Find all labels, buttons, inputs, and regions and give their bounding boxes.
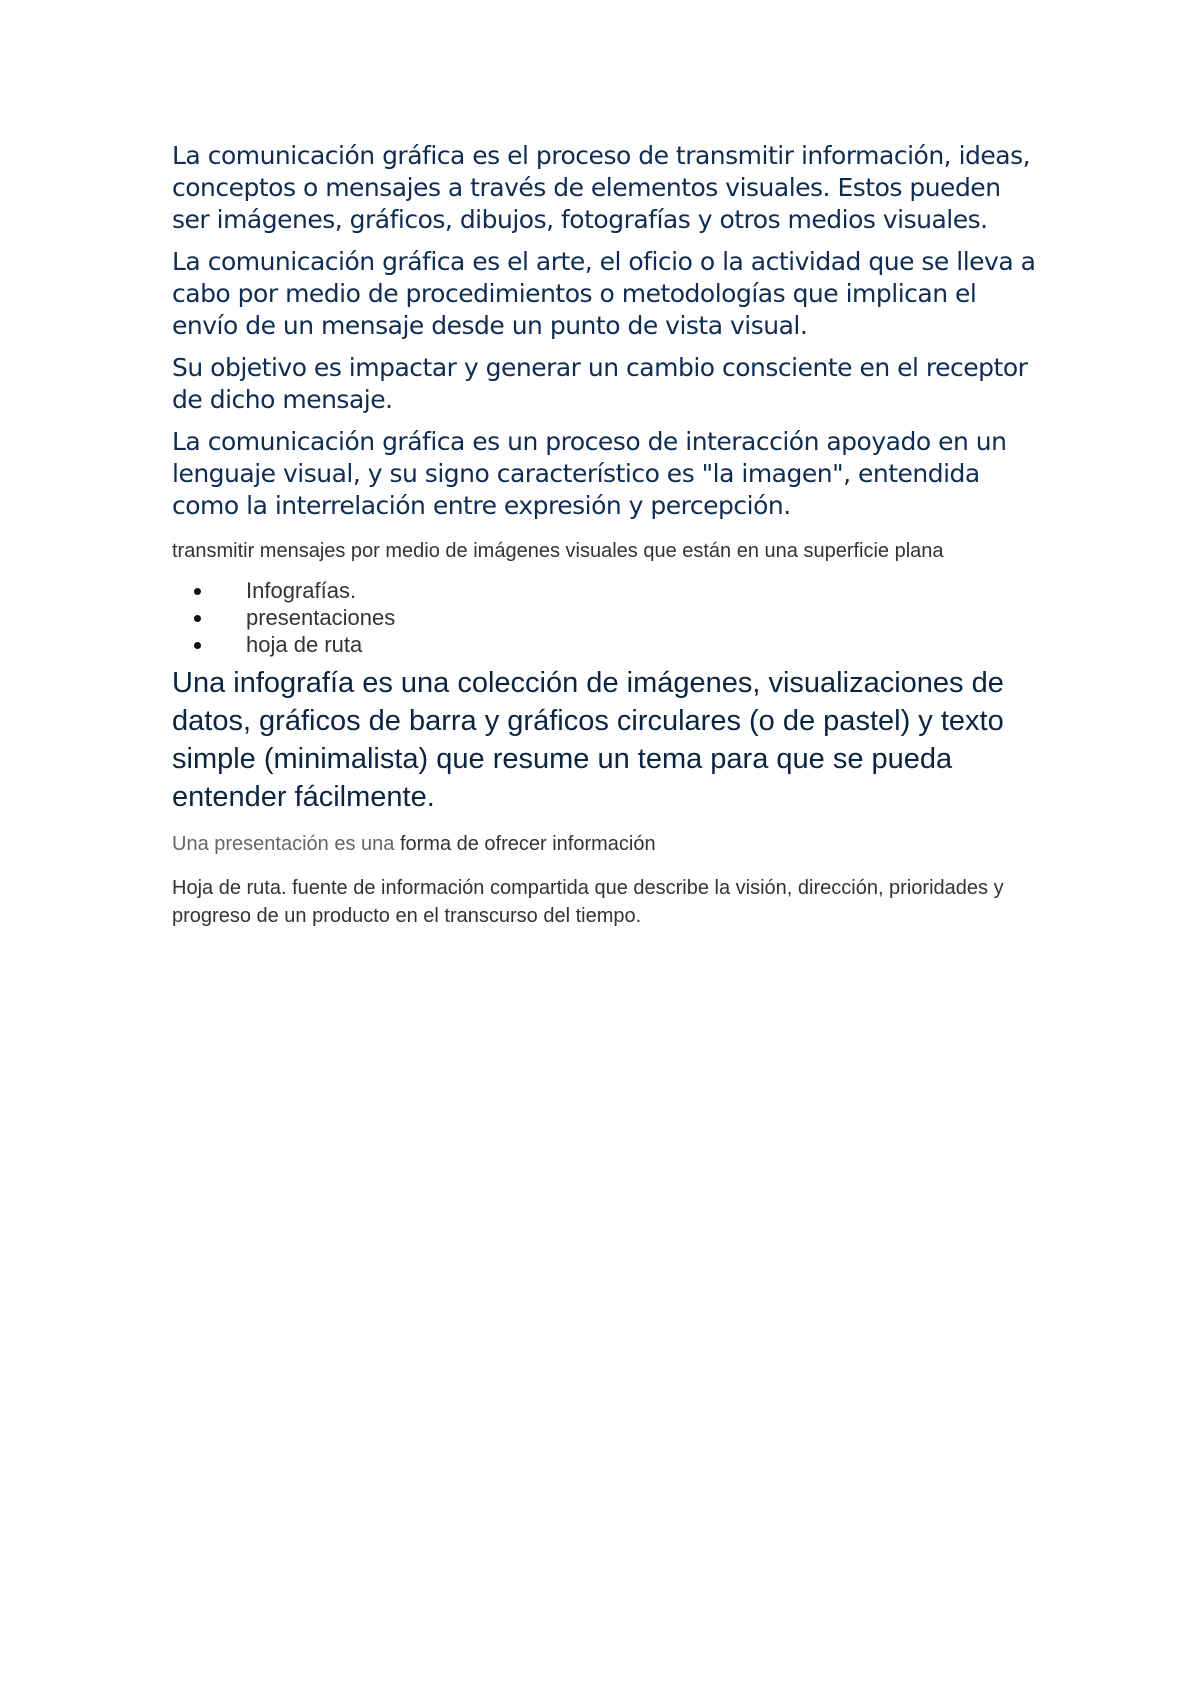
presentation-tail: forma de ofrecer información: [399, 833, 656, 855]
list-item: [172, 631, 1042, 658]
bullet-icon: [194, 588, 201, 595]
paragraph-art: La comunicación gráfica es el arte, el oficio o la actividad que se lleva a cabo por medio de procedimientos o metodologías que implican el envío de un mensaje desde un punto de vista visual.: [172, 247, 1036, 340]
paragraph-interaction: La comunicación gráfica es un proceso de interacción apoyado en un lenguaje visual, y su signo característico es "la imagen", entendida como la interrelación entre expresión y percepción.: [172, 427, 1007, 520]
paragraph-objective: Su objetivo es impactar y generar un cambio consciente en el receptor de dicho mensaje.: [172, 353, 1028, 414]
list-item-label: presentaciones: [246, 605, 396, 630]
list-item: [172, 604, 1042, 631]
paragraph-infographic: Una infografía es una colección de imágenes, visualizaciones de datos, gráficos de barra y gráficos circulares (o de pastel) y texto simple (minimalista) que resume un tema para que se pueda entender fácilmente.: [172, 667, 1004, 813]
list-item: [172, 577, 1042, 604]
paragraph-note: transmitir mensajes por medio de imágenes visuales que están en una superficie plana: [172, 540, 944, 562]
bullet-icon: [194, 615, 201, 622]
presentation-lead: Una presentación es una: [172, 833, 400, 855]
list-item-label: hoja de ruta: [246, 632, 363, 657]
list-item-label: Infografías.: [246, 578, 357, 603]
paragraph-presentation: [172, 830, 1042, 858]
paragraph-roadmap: Hoja de ruta. fuente de información compartida que describe la visión, dirección, prioridades y progreso de un producto en el transcurso del tiempo.: [172, 877, 1004, 927]
bullet-icon: [194, 642, 201, 649]
paragraph-definition: La comunicación gráfica es el proceso de transmitir información, ideas, conceptos o mensajes a través de elementos visuales. Estos pueden ser imágenes, gráficos, dibujos, fotografías y otros medios visuales.: [172, 141, 1031, 234]
bullet-list: [172, 577, 1042, 658]
document-page: [172, 140, 1042, 930]
